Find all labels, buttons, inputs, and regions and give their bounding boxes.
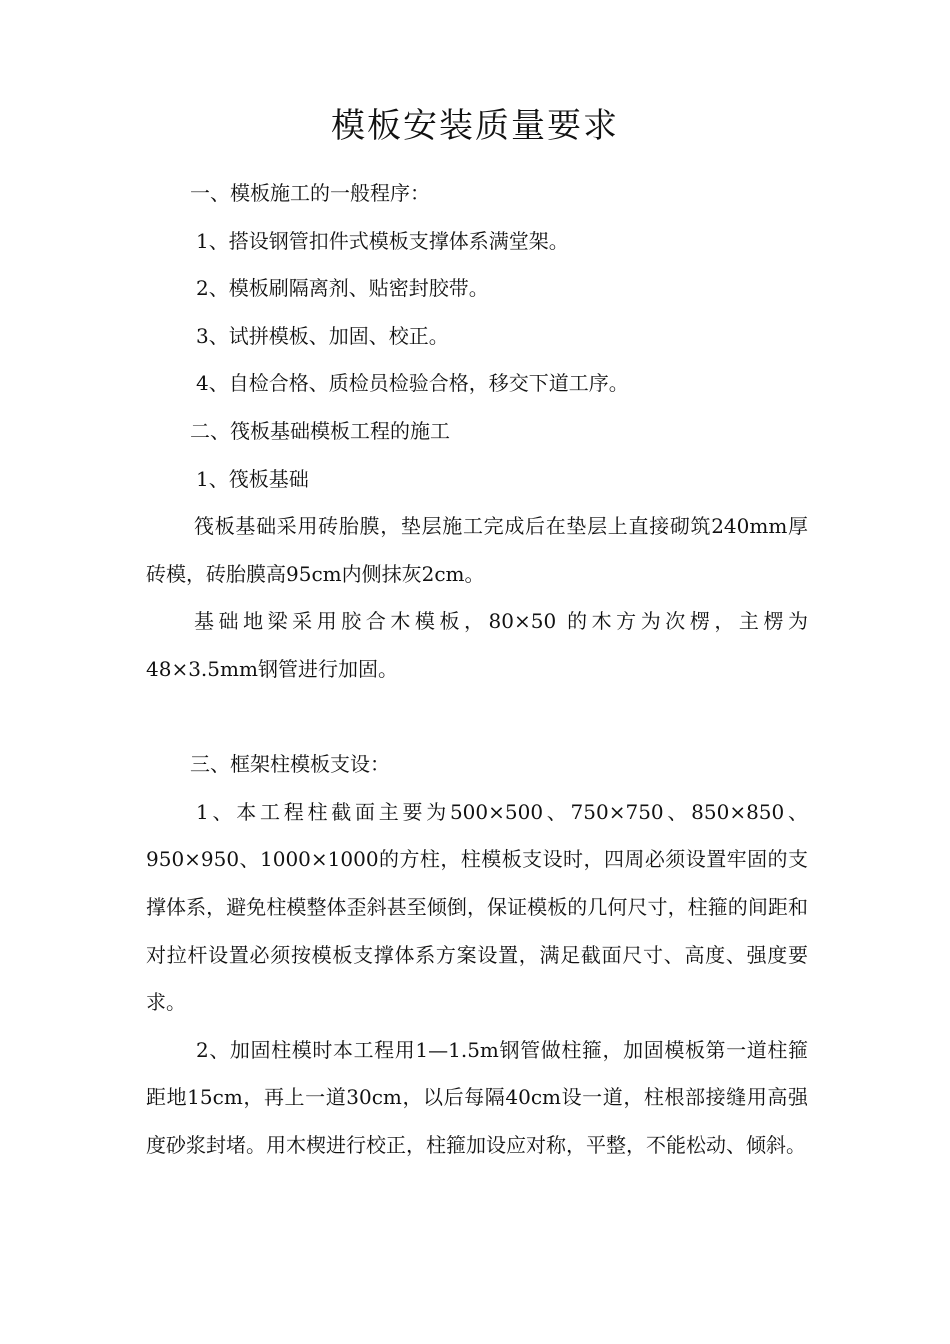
paragraph: 2、加固柱模时本工程用1—1.5m钢管做柱箍，加固模板第一道柱箍距地15cm，再上一道30cm，以后每隔40cm设一道，柱根部接缝用高强度砂浆封堵。用木楔进行校正，柱箍加设应对称，平整，不能松动、倾斜。 xyxy=(146,1037,808,1157)
section-heading-1: 一、模板施工的一般程序： xyxy=(190,181,430,205)
paragraph: 基础地梁采用胶合木模板，80×50 的木方为次楞，主楞为48×3.5mm钢管进行加固。 xyxy=(146,609,808,681)
blank-line xyxy=(146,694,808,742)
list-item: 4、自检合格、质检员检验合格，移交下道工序。 xyxy=(196,371,629,396)
list-item: 1、搭设钢管扣件式模板支撑体系满堂架。 xyxy=(196,228,569,253)
paragraph: 筏板基础采用砖胎膜，垫层施工完成后在垫层上直接砌筑240mm厚砖模，砖胎膜高95cm内侧抹灰2cm。 xyxy=(146,514,808,586)
section-heading-3: 三、框架柱模板支设： xyxy=(190,752,390,777)
subsection-heading: 1、筏板基础 xyxy=(196,466,309,491)
document-title: 模板安装质量要求 xyxy=(331,106,619,146)
list-item: 3、试拼模板、加固、校正。 xyxy=(196,323,449,348)
list-item: 2、模板刷隔离剂、贴密封胶带。 xyxy=(196,276,489,301)
document-body xyxy=(146,170,808,1169)
paragraph: 1、本工程柱截面主要为500×500、750×750、850×850、950×950、1000×1000的方柱，柱模板支设时，四周必须设置牢固的支撑体系，避免柱模整体歪斜甚至倾倒，保证模板的几何尺寸，柱箍的间距和对拉杆设置必须按模板支撑体系方案设置，满足截面尺寸、高度、强度要求。 xyxy=(146,799,808,1015)
section-heading-2: 二、筏板基础模板工程的施工 xyxy=(190,418,450,443)
